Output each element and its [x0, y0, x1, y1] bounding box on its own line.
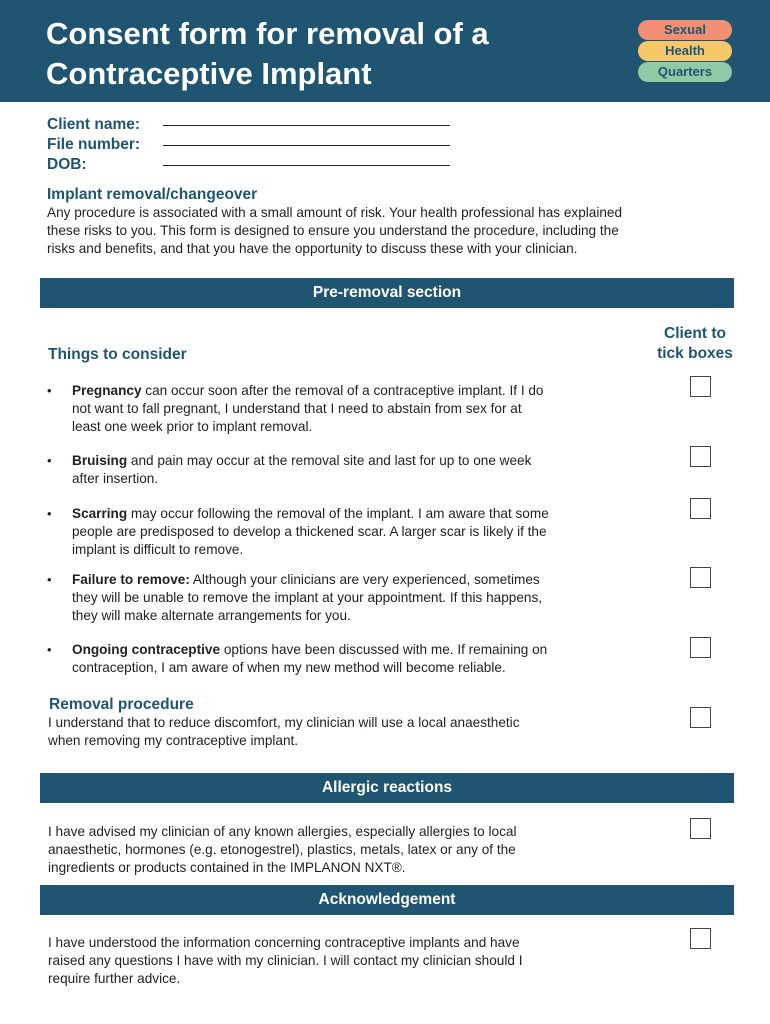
- client-name-field[interactable]: [163, 125, 450, 126]
- removal-procedure-text: [48, 714, 648, 750]
- file-number-field[interactable]: [163, 145, 450, 146]
- allergic-reactions-section-header: Allergic reactions: [40, 773, 734, 803]
- allergy-line: ingredients or products contained in the IMPLANON NXT®.: [48, 860, 406, 875]
- tick-column-header-line: tick boxes: [657, 345, 733, 362]
- intro-heading: Implant removal/changeover: [47, 186, 258, 203]
- logo-sexual: Sexual: [638, 20, 732, 40]
- logo-quarters: Quarters: [638, 62, 732, 82]
- item-text: options have been discussed with me. If remaining on: [220, 642, 548, 657]
- item-text: least one week prior to implant removal.: [72, 419, 313, 434]
- allergy-line: anaesthetic, hormones (e.g. etonogestrel), plastics, metals, latex or any of the: [48, 842, 516, 857]
- allergy-checkbox[interactable]: [690, 818, 711, 839]
- item-text: Although your clinicians are very experienced, sometimes: [189, 572, 540, 587]
- consider-item-scarring: [72, 505, 622, 559]
- intro-line: Any procedure is associated with a small amount of risk. Your health professional has explained: [47, 205, 623, 220]
- tick-column-header: [650, 324, 740, 364]
- allergy-line: I have advised my clinician of any known allergies, especially allergies to local: [48, 824, 517, 839]
- dob-field[interactable]: [163, 165, 450, 166]
- item-bold: Scarring: [72, 506, 128, 521]
- bruising-checkbox[interactable]: [690, 446, 711, 467]
- consider-item-pregnancy: [72, 382, 622, 436]
- ack-line: I have understood the information concerning contraceptive implants and have: [48, 935, 520, 950]
- client-name-label: Client name:: [47, 116, 141, 133]
- failure-to-remove-checkbox[interactable]: [690, 567, 711, 588]
- item-bold: Ongoing contraceptive: [72, 642, 221, 657]
- item-text: not want to fall pregnant, I understand that I need to abstain from sex for at: [72, 401, 522, 416]
- scarring-checkbox[interactable]: [690, 498, 711, 519]
- consider-item-failure-to-remove: [72, 571, 622, 625]
- intro-line: these risks to you. This form is designed to ensure you understand the procedure, including the: [47, 223, 619, 238]
- removal-procedure-checkbox[interactable]: [690, 707, 711, 728]
- page-header: [0, 0, 770, 102]
- things-to-consider-heading: Things to consider: [48, 346, 187, 363]
- consider-item-ongoing-contraceptive: [72, 641, 622, 677]
- intro-paragraph: [47, 204, 727, 258]
- page-title: [46, 14, 606, 94]
- bullet: •: [47, 572, 52, 587]
- item-text: contraception, I am aware of when my new method will become reliable.: [72, 660, 506, 675]
- logo: [638, 20, 738, 83]
- item-bold: Pregnancy: [72, 383, 142, 398]
- removal-line: I understand that to reduce discomfort, my clinician will use a local anaesthetic: [48, 715, 520, 730]
- consider-item-bruising: [72, 452, 622, 488]
- item-text: they will be unable to remove the implant at your appointment. If this happens,: [72, 590, 543, 605]
- tick-column-header-line: Client to: [664, 325, 726, 342]
- pre-removal-section-header: Pre-removal section: [40, 278, 734, 308]
- logo-health: Health: [638, 41, 732, 61]
- ack-line: require further advice.: [48, 971, 181, 986]
- dob-label: DOB:: [47, 156, 87, 173]
- intro-line: risks and benefits, and that you have the opportunity to discuss these with your clinician.: [47, 241, 578, 256]
- item-text: they will make alternate arrangements for you.: [72, 608, 351, 623]
- ongoing-contraceptive-checkbox[interactable]: [690, 637, 711, 658]
- item-bold: Bruising: [72, 453, 128, 468]
- allergy-text: [48, 823, 668, 877]
- acknowledgement-section-header: Acknowledgement: [40, 885, 734, 915]
- title-line-2: Contraceptive Implant: [46, 56, 372, 91]
- acknowledgement-checkbox[interactable]: [690, 928, 711, 949]
- item-text: after insertion.: [72, 471, 159, 486]
- bullet: •: [47, 506, 52, 521]
- title-line-1: Consent form for removal of a: [46, 16, 489, 51]
- item-bold: Failure to remove:: [72, 572, 190, 587]
- item-text: implant is difficult to remove.: [72, 542, 244, 557]
- bullet: •: [47, 453, 52, 468]
- removal-line: when removing my contraceptive implant.: [48, 733, 299, 748]
- pregnancy-checkbox[interactable]: [690, 376, 711, 397]
- item-text: can occur soon after the removal of a contraceptive implant. If I do: [141, 383, 544, 398]
- bullet: •: [47, 642, 52, 657]
- item-text: may occur following the removal of the implant. I am aware that some: [127, 506, 549, 521]
- file-number-label: File number:: [47, 136, 141, 153]
- item-text: and pain may occur at the removal site and last for up to one week: [127, 453, 532, 468]
- acknowledgement-text: [48, 934, 668, 988]
- removal-procedure-heading: Removal procedure: [49, 696, 194, 713]
- ack-line: raised any questions I have with my clinician. I will contact my clinician should I: [48, 953, 523, 968]
- bullet: •: [47, 383, 52, 398]
- item-text: people are predisposed to develop a thickened scar. A larger scar is likely if the: [72, 524, 547, 539]
